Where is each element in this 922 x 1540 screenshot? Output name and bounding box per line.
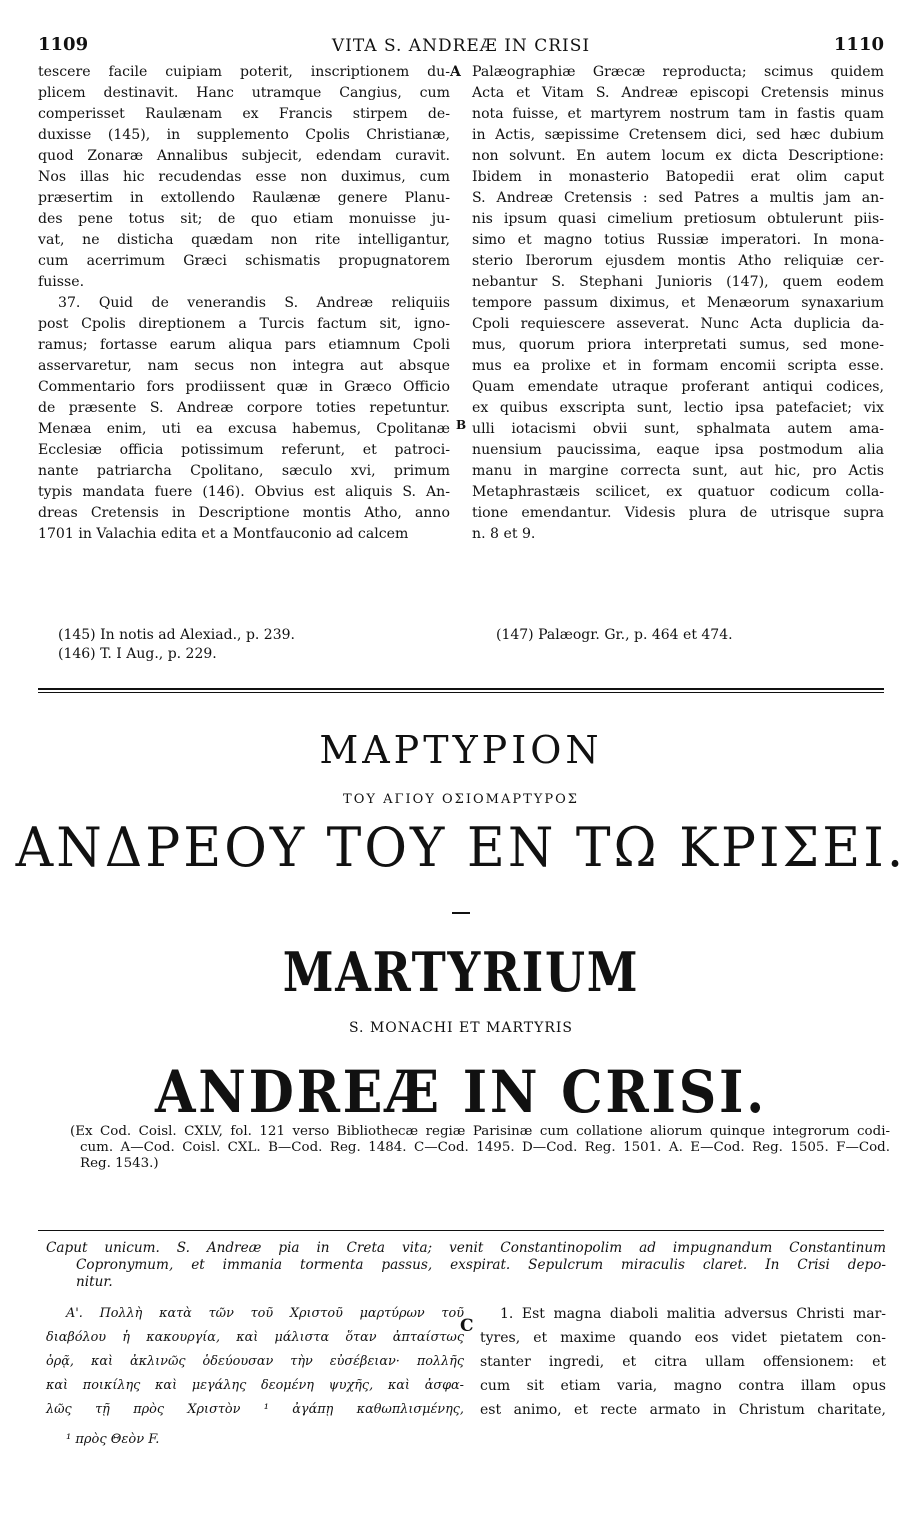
text-line: dreas Cretensis in Descriptione montis Atho, anno xyxy=(38,505,450,521)
greek-title-1: ΜΑΡΤΥΡΙΟΝ xyxy=(319,728,603,772)
latin-line: cum sit etiam varia, magno contra illam opus xyxy=(480,1378,886,1394)
footnotes-right xyxy=(496,626,733,645)
text-line: comperisset Raulænam ex Francis stirpem de- xyxy=(38,106,450,122)
text-line: simo et magno totius Russiæ imperatori. In mona- xyxy=(472,232,884,248)
text-line: duxisse (145), in supplemento Cpolis Christianæ, xyxy=(38,127,450,143)
source-line: Reg. 1543.) xyxy=(80,1156,159,1171)
margin-letter-b: B xyxy=(456,418,467,432)
text-line: plicem destinavit. Hanc utramque Cangius, cum xyxy=(38,85,450,101)
title-dash xyxy=(452,912,470,914)
text-line: n. 8 et 9. xyxy=(472,526,536,542)
text-line: typis mandata fuere (146). Obvius est aliquis S. An- xyxy=(38,484,450,500)
section-rule-thin xyxy=(38,692,884,693)
footnotes-left xyxy=(58,626,295,664)
text-line: vat, ne disticha quædam non rite intelligantur, xyxy=(38,232,450,248)
left-column xyxy=(38,62,450,545)
footnote: (146) T. I Aug., p. 229. xyxy=(58,646,217,662)
page-header xyxy=(38,34,884,60)
summary-line: Copronymum, et immania tormenta passus, exspirat. Sepulcrum miraculis claret. In Crisi depo- xyxy=(76,1257,886,1273)
text-line: 1701 in Valachia edita et a Montfauconio ad calcem xyxy=(38,526,409,542)
greek-footnote: ¹ πρὸς Θεὸν F. xyxy=(66,1432,160,1447)
source-rule xyxy=(38,1230,884,1231)
right-column xyxy=(472,62,884,545)
text-line: non solvunt. En autem locum ex dicta Descriptione: xyxy=(472,148,884,164)
chapter-summary xyxy=(46,1240,886,1291)
source-line: cum. A—Cod. Coisl. CXL. B—Cod. Reg. 1484. C—Cod. 1495. D—Cod. Reg. 1501. A. E—Cod. Reg. 1505. F—Cod. xyxy=(80,1140,890,1155)
greek-line: λῶς τῇ πρὸς Χριστὸν ¹ ἀγάπῃ καθωπλισμένης, xyxy=(46,1402,464,1417)
greek-line: καὶ ποικίλης καὶ μεγάλης δεομένη ψυχῆς, καὶ ἀσφα- xyxy=(46,1378,464,1393)
source-note xyxy=(70,1124,890,1172)
text-line: de præsente S. Andreæ corpore toties repetuntur. xyxy=(38,400,450,416)
greek-title-3: ΑΝΔΡΕΟΥ ΤΟΥ ΕΝ ΤΩ ΚΡΙΣΕΙ. xyxy=(15,816,907,880)
text-line: manu in margine correcta sunt, aut hic, pro Actis xyxy=(472,463,884,479)
summary-line: Caput unicum. S. Andreæ pia in Creta vita; venit Constantinopolim ad impugnandum Constantinum xyxy=(46,1240,886,1256)
text-line: Quam emendate utraque proferant antiqui codices, xyxy=(472,379,884,395)
latin-title-3: ANDREÆ IN CRISI. xyxy=(155,1058,767,1126)
text-line: fuisse. xyxy=(38,274,85,290)
text-line: præsertim in extollendo Raulænæ genere Planu- xyxy=(38,190,450,206)
text-line: quod Zonaræ Annalibus subjecit, edendam curavit. xyxy=(38,148,450,164)
margin-letter-c: C xyxy=(460,1316,474,1336)
greek-line: Α'. Πολλὴ κατὰ τῶν τοῦ Χριστοῦ μαρτύρων τοῦ xyxy=(66,1306,464,1321)
latin-title-1: MARTYRIUM xyxy=(282,940,640,1004)
text-line: Acta et Vitam S. Andreæ episcopi Cretensis minus xyxy=(472,85,884,101)
text-line: tescere facile cuipiam poterit, inscriptionem du- xyxy=(38,64,450,80)
text-line: Cpoli requiescere asseverat. Nunc Acta duplicia da- xyxy=(472,316,884,332)
latin-line: est animo, et recte armato in Christum charitate, xyxy=(480,1402,886,1418)
footnote: (147) Palæogr. Gr., p. 464 et 474. xyxy=(496,627,733,643)
page-number-right: 1110 xyxy=(833,34,884,55)
text-line: nante patriarcha Cpolitano, sæculo xvi, primum xyxy=(38,463,450,479)
greek-title-2: ΤΟΥ ΑΓΙΟΥ ΟΣΙΟΜΑΡΤΥΡΟΣ xyxy=(343,792,579,807)
text-line: tempore passum diximus, et Menæorum synaxarium xyxy=(472,295,884,311)
summary-line: nitur. xyxy=(76,1274,113,1290)
text-line: des pene totus sit; de quo etiam monuisse ju- xyxy=(38,211,450,227)
latin-line: 1. Est magna diaboli malitia adversus Christi mar- xyxy=(500,1306,886,1322)
text-line: ex quibus exscripta sunt, lectio ipsa patefaciet; vix xyxy=(472,400,884,416)
text-line: 37. Quid de venerandis S. Andreæ reliquiis xyxy=(58,295,450,311)
latin-text xyxy=(480,1302,886,1422)
text-line: asservaretur, nam secus non integra aut absque xyxy=(38,358,450,374)
text-line: tione emendantur. Videsis plura de utrisque supra xyxy=(472,505,884,521)
text-line: nuensium paucissima, eaque ipsa postmodum alia xyxy=(472,442,884,458)
text-line: ulli iotacismi obvii sunt, sphalmata autem ama- xyxy=(472,421,884,437)
text-line: Menæa enim, uti ea excusa habemus, Cpolitanæ xyxy=(38,421,450,437)
text-line: nota fuisse, et martyrem nostrum tam in fastis quam xyxy=(472,106,884,122)
text-line: mus ea prolixe et in formam encomii scripta esse. xyxy=(472,358,884,374)
text-line: sterio Iberorum ejusdem montis Atho reliquiæ cer- xyxy=(472,253,884,269)
running-title: VITA S. ANDREÆ IN CRISI xyxy=(331,36,591,56)
latin-line: tyres, et maxime quando eos videt pietatem con- xyxy=(480,1330,886,1346)
text-line: ramus; fortasse earum aliqua pars etiamnum Cpoli xyxy=(38,337,450,353)
text-line: in Actis, sæpissime Cretensem dici, sed hæc dubium xyxy=(472,127,884,143)
text-line: nis ipsum quasi cimelium pretiosum obtulerunt piis- xyxy=(472,211,884,227)
text-line: Metaphrastæis scilicet, ex quatuor codicum colla- xyxy=(472,484,884,500)
text-line: Palæographiæ Græcæ reproducta; scimus quidem xyxy=(472,64,884,80)
text-line: post Cpolis direptionem a Turcis factum sit, igno- xyxy=(38,316,450,332)
text-line: cum acerrimum Græci schismatis propugnatorem xyxy=(38,253,450,269)
page-number-left: 1109 xyxy=(38,34,89,55)
text-line: nebantur S. Stephani Junioris (147), quem eodem xyxy=(472,274,884,290)
margin-letter-a: A xyxy=(450,64,461,80)
greek-line: ὁρᾷ, καὶ ἀκλινῶς ὁδεύουσαν τὴν εὐσέβειαν· πολλῆς xyxy=(46,1354,464,1369)
latin-line: stanter ingredi, et citra ullam offensionem: et xyxy=(480,1354,886,1370)
text-line: Nos illas hic recudendas esse non duximus, cum xyxy=(38,169,450,185)
footnote: (145) In notis ad Alexiad., p. 239. xyxy=(58,627,295,643)
text-line: S. Andreæ Cretensis : sed Patres a multis jam an- xyxy=(472,190,884,206)
greek-line: διαβόλου ἡ κακουργία, καὶ μάλιστα ὅταν ἀπταίστως xyxy=(46,1330,464,1345)
text-line: Ecclesiæ officia potissimum referunt, et patroci- xyxy=(38,442,450,458)
source-line: (Ex Cod. Coisl. CXLV, fol. 121 verso Bibliothecæ regiæ Parisinæ cum collatione aliorum quinque integrorum codi- xyxy=(70,1124,890,1139)
latin-title-2: S. MONACHI ET MARTYRIS xyxy=(348,1020,574,1036)
greek-text xyxy=(46,1302,464,1422)
text-line: Commentario fors prodiissent quæ in Græco Officio xyxy=(38,379,450,395)
text-line: Ibidem in monasterio Batopedii erat olim caput xyxy=(472,169,884,185)
text-line: mus, quorum priora interpretati sumus, sed mone- xyxy=(472,337,884,353)
section-rule xyxy=(38,688,884,690)
